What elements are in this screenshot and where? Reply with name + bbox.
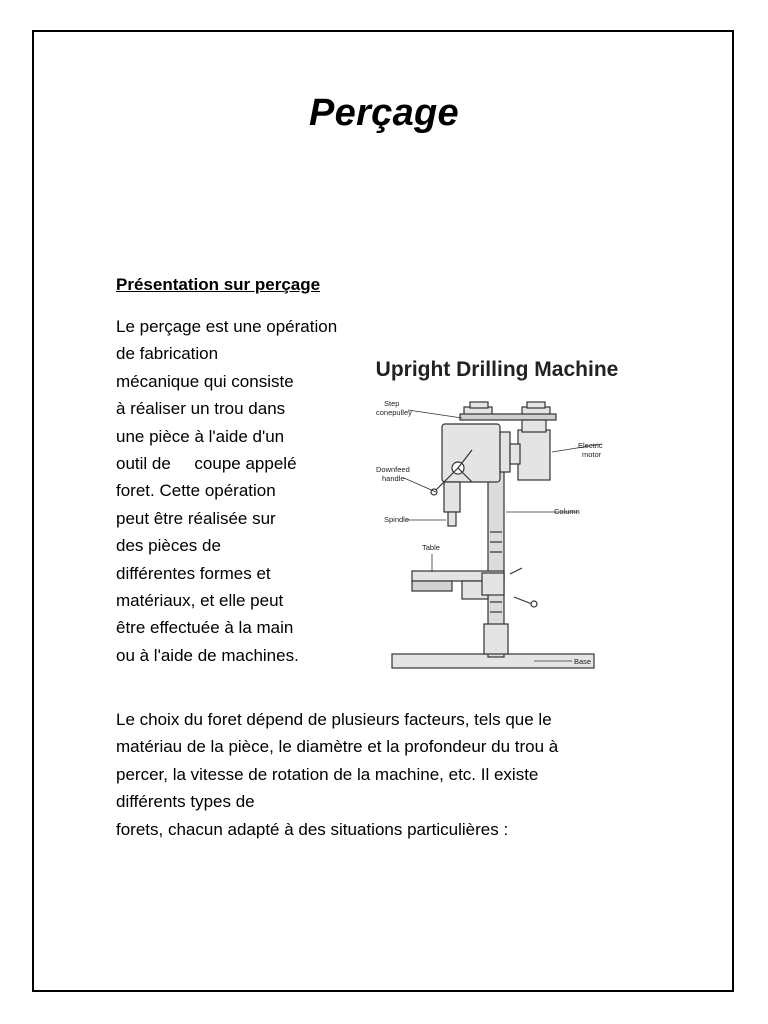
label-column: Column xyxy=(554,507,580,516)
intro-line: ou à l'aide de machines. xyxy=(116,645,299,665)
intro-line: foret. Cette opération xyxy=(116,481,276,501)
body-paragraph xyxy=(116,706,656,843)
drill-head xyxy=(442,424,500,482)
intro-line: Le perçage est une opération xyxy=(116,317,338,336)
label-electric-motor: Electric xyxy=(578,441,603,450)
section-heading: Présentation sur perçage xyxy=(116,275,321,294)
body-line: Le choix du foret dépend de plusieurs facteurs, tels que le xyxy=(116,710,552,729)
label-spindle: Spindle xyxy=(384,515,410,524)
label-downfeed-handle: handle xyxy=(382,474,405,483)
label-table: Table xyxy=(422,543,440,552)
label-downfeed-handle: Downfeed xyxy=(376,465,410,474)
intro-line: peut être réalisée sur xyxy=(116,508,276,528)
label-step-pulley: conepulley xyxy=(376,408,412,417)
spindle xyxy=(444,482,460,512)
drilling-machine-diagram xyxy=(362,352,632,682)
intro-line: matériaux, et elle peut xyxy=(116,591,284,611)
body-line: matériau de la pièce, le diamètre et la profondeur du trou à xyxy=(116,737,559,757)
intro-line: être effectuée à la main xyxy=(116,618,294,638)
figure-title: Upright Drilling Machine xyxy=(375,358,619,381)
intro-line: à réaliser un trou dans xyxy=(116,399,286,419)
intro-line: des pièces de xyxy=(116,536,221,556)
intro-line: de fabrication xyxy=(116,344,219,364)
body-line: percer, la vitesse de rotation de la machine, etc. Il existe xyxy=(116,764,539,784)
label-base: Base xyxy=(574,657,592,666)
body-line: différents types de xyxy=(116,792,255,812)
label-step-pulley: Step xyxy=(384,399,400,408)
intro-paragraph xyxy=(116,313,366,669)
drilling-machine-figure xyxy=(362,352,632,682)
intro-line: une pièce à l'aide d'un xyxy=(116,426,285,446)
column-foot xyxy=(484,624,508,654)
electric-motor xyxy=(518,430,550,480)
intro-line: mécanique qui consiste xyxy=(116,371,294,391)
intro-line: outil de coupe appelé xyxy=(116,454,297,474)
label-electric-motor: motor xyxy=(582,450,602,459)
page-title: Perçage xyxy=(309,92,459,134)
body-line: forets, chacun adapté à des situations particulières : xyxy=(116,819,509,839)
intro-line: différentes formes et xyxy=(116,563,271,583)
